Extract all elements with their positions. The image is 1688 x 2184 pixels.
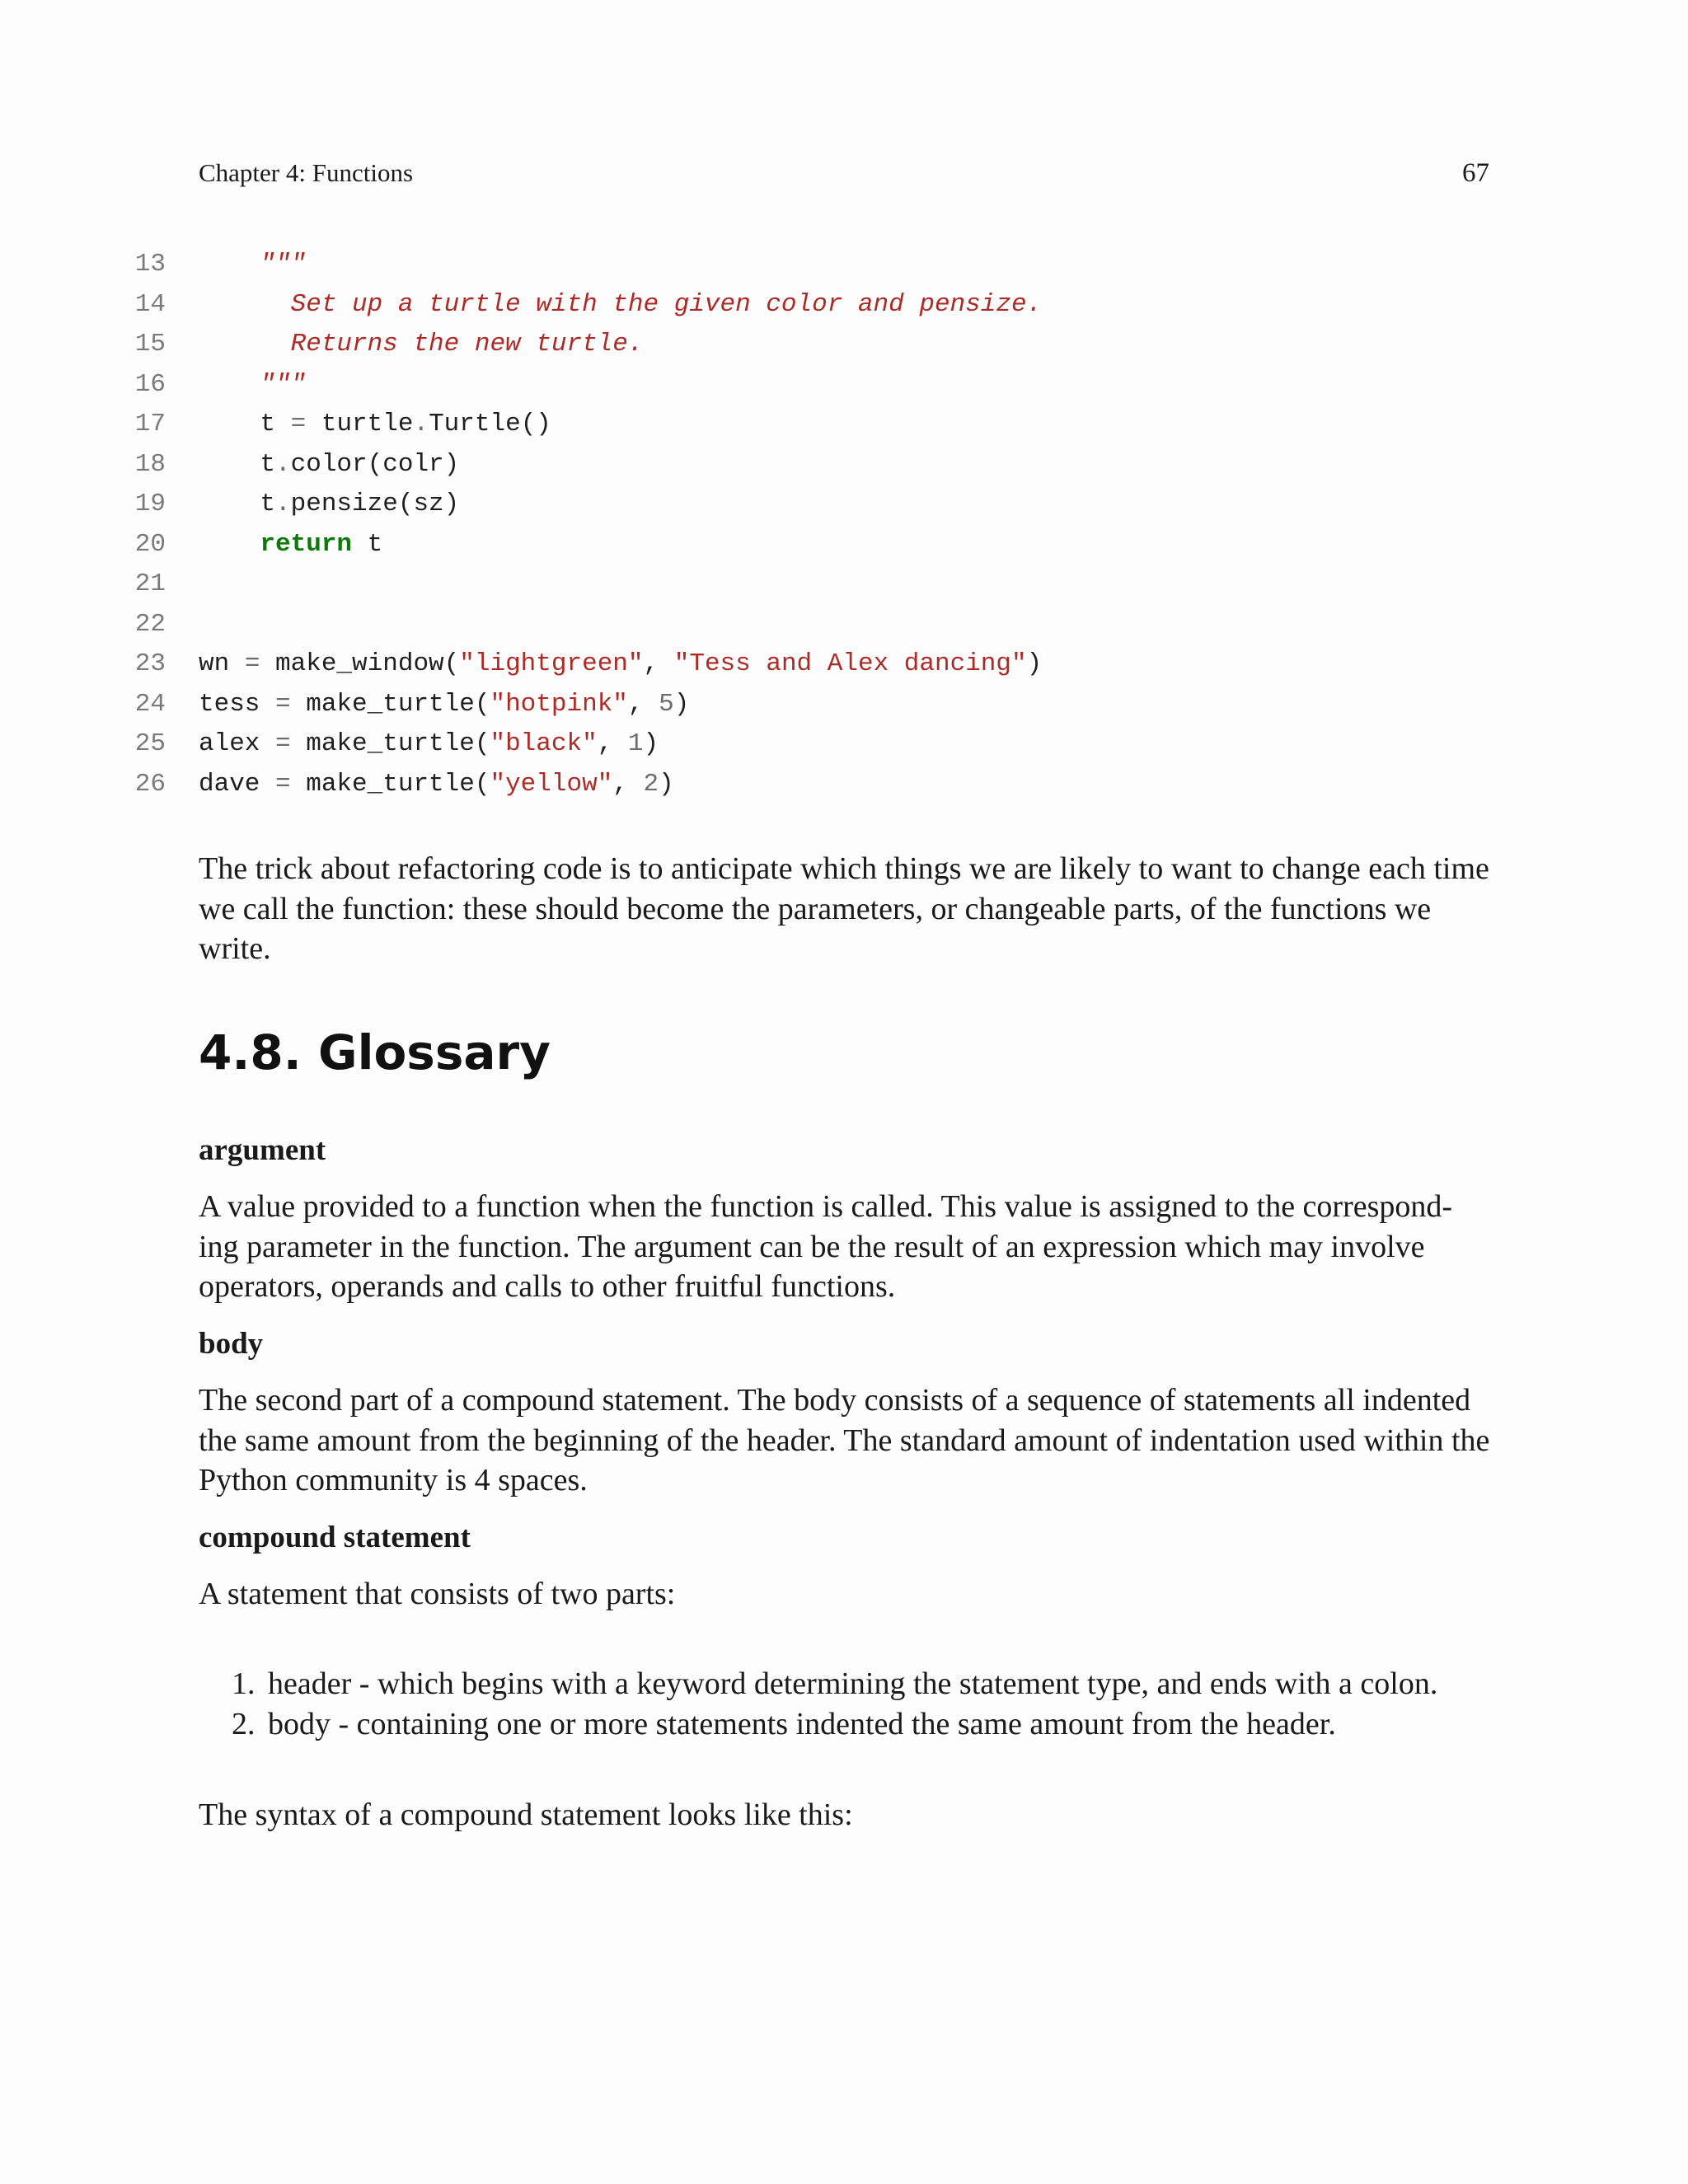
code-token: turtle — [306, 410, 414, 438]
refactor-paragraph: The trick about refactoring code is to anticipate which things we are likely to want to change each time we call the function: these should become the parameters, or changeable parts, of the functions we write. — [199, 851, 1489, 966]
line-number: 14 — [134, 289, 166, 319]
code-token: wn — [199, 649, 245, 678]
code-text — [199, 729, 659, 758]
code-token: make_turtle( — [290, 689, 490, 719]
code-token: , — [627, 689, 659, 719]
glossary-term-argument: argument — [199, 1133, 326, 1167]
code-token: ) — [1026, 649, 1043, 678]
code-token: . — [275, 449, 291, 479]
line-number: 21 — [134, 569, 166, 598]
code-token — [199, 530, 260, 559]
code-token: = — [290, 410, 307, 438]
code-token: make_turtle( — [290, 729, 490, 758]
code-token — [199, 250, 260, 279]
line-number: 19 — [134, 490, 166, 518]
glossary-term-compound-statement: compound statement — [199, 1521, 471, 1554]
code-token: = — [244, 649, 260, 678]
code-line — [0, 687, 1688, 727]
code-line — [0, 367, 1688, 407]
code-token: color(colr) — [290, 449, 460, 479]
code-text — [199, 290, 1042, 319]
code-token: Returns the new turtle. — [199, 330, 644, 359]
code-line — [0, 646, 1688, 687]
code-text — [199, 250, 306, 279]
line-number: 20 — [134, 529, 166, 559]
glossary-term-body: body — [199, 1327, 264, 1361]
code-line — [0, 246, 1688, 287]
code-token: """ — [260, 369, 307, 399]
code-token: 1 — [627, 729, 644, 758]
code-line — [0, 406, 1688, 447]
code-token: make_turtle( — [290, 769, 490, 799]
code-token: , — [597, 729, 628, 758]
glossary-definition-body: The second part of a compound statement. The body consists of a sequence of statements all indented the same amount from the beginning of the header. The standard amount of indentation used within the Python community is 4 spaces. — [199, 1383, 1490, 1497]
code-token: 5 — [659, 689, 674, 719]
code-token: pensize(sz) — [290, 490, 460, 518]
code-line — [0, 527, 1688, 567]
code-token: . — [413, 410, 429, 438]
code-token: "hotpink" — [490, 689, 628, 719]
code-token: = — [275, 769, 291, 799]
code-token: Turtle() — [429, 410, 551, 438]
code-token: return — [260, 529, 353, 559]
code-line — [0, 566, 1688, 607]
code-text — [199, 770, 674, 799]
code-token: ) — [659, 769, 674, 799]
code-text — [199, 370, 306, 399]
code-token: make_window( — [260, 649, 460, 678]
code-token: alex — [199, 729, 276, 758]
code-token: Set up a turtle with the given color and pensize. — [199, 289, 1043, 319]
code-line — [0, 326, 1688, 367]
code-token: 2 — [643, 769, 659, 799]
list-item-number: 1. — [232, 1666, 256, 1701]
code-token: t — [199, 449, 276, 479]
line-number: 13 — [134, 250, 166, 279]
code-token: ) — [673, 689, 690, 719]
code-line — [0, 447, 1688, 487]
code-block — [0, 246, 1688, 806]
line-number: 23 — [134, 649, 166, 678]
line-number: 17 — [134, 410, 166, 438]
code-token: "yellow" — [490, 769, 613, 799]
code-line — [0, 607, 1688, 647]
line-number: 22 — [134, 609, 166, 639]
code-text — [199, 410, 551, 438]
compound-statement-parts-list — [199, 1664, 1517, 1745]
list-item-text: header - which begins with a keyword determining the statement type, and ends with a colon. — [268, 1666, 1438, 1701]
syntax-intro: The syntax of a compound statement looks like this: — [199, 1797, 853, 1832]
code-token: = — [275, 729, 291, 758]
line-number: 24 — [134, 689, 166, 719]
code-token — [199, 370, 260, 399]
code-token: , — [612, 769, 644, 799]
code-line — [0, 726, 1688, 766]
list-item — [199, 1704, 1517, 1745]
line-number: 26 — [134, 769, 166, 799]
code-token: dave — [199, 769, 276, 799]
list-item-number: 2. — [232, 1707, 256, 1741]
code-text — [199, 490, 459, 518]
code-token: "lightgreen" — [459, 649, 644, 678]
code-line — [0, 287, 1688, 327]
code-text — [199, 690, 689, 719]
code-text — [199, 530, 382, 559]
code-token: = — [275, 689, 291, 719]
code-text — [199, 450, 459, 479]
code-token: , — [643, 649, 674, 678]
code-token: t — [199, 410, 291, 438]
glossary-definition-argument: A value provided to a function when the function is called. This value is assigned to the correspond- ing parameter in the function. The argument can be the result of an expression which may involve operators, operands and calls to other fruitful functions. — [199, 1189, 1453, 1304]
code-token: tess — [199, 689, 276, 719]
line-number: 18 — [134, 449, 166, 479]
code-token: . — [275, 490, 291, 518]
code-token: "Tess and Alex dancing" — [673, 649, 1027, 678]
code-token: "black" — [490, 729, 598, 758]
line-number: 16 — [134, 369, 166, 399]
list-item — [199, 1664, 1517, 1704]
glossary-definition-compound-statement: A statement that consists of two parts: — [199, 1577, 676, 1611]
list-item-text: body - containing one or more statements indented the same amount from the header. — [268, 1707, 1336, 1741]
page-header-chapter: Chapter 4: Functions — [199, 158, 414, 187]
page-number: 67 — [1462, 158, 1489, 188]
section-heading: 4.8. Glossary — [199, 1024, 551, 1080]
code-token: ) — [643, 729, 659, 758]
code-token: """ — [260, 250, 307, 279]
code-text — [199, 649, 1042, 678]
code-token: t — [352, 529, 383, 559]
code-line — [0, 766, 1688, 807]
code-line — [0, 486, 1688, 527]
code-text — [199, 330, 644, 359]
line-number: 25 — [134, 729, 166, 758]
code-token: t — [199, 490, 276, 518]
line-number: 15 — [134, 330, 166, 359]
